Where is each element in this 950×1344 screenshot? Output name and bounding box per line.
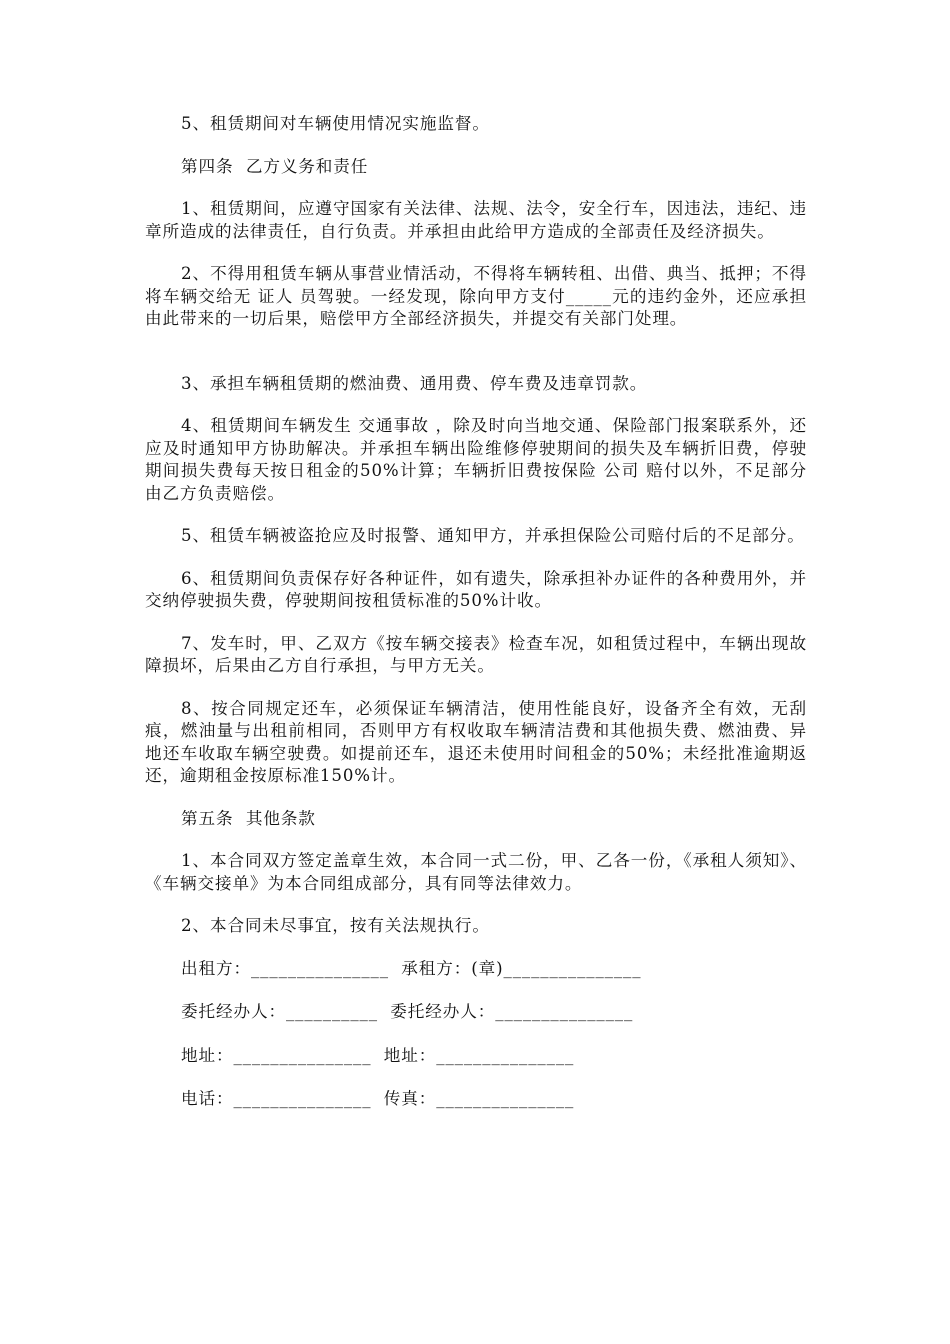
contract-page: [145, 113, 807, 1132]
clause-5-item-1: 1、本合同双方签定盖章生效，本合同一式二份，甲、乙各一份，《承租人须知》、《车辆交接单》为本合同组成部分，具有同等法律效力。: [145, 851, 807, 893]
clause-4-item-2: 2、不得用租赁车辆从事营业情活动，不得将车辆转租、出借、典当、抵押；不得将车辆交给无 证人 员驾驶。一经发现，除向甲方支付_____元的违约金外，还应承担由此带来的一切后果，赔偿甲方全部经济损失，并提交有关部门处理。: [145, 264, 807, 328]
article-5-heading: 第五条 其他条款: [181, 808, 316, 828]
clause-4-item-3: 3、承担车辆租赁期的燃油费、通用费、停车费及违章罚款。: [181, 373, 648, 393]
clause-3-item-5: 5、租赁期间对车辆使用情况实施监督。: [181, 114, 490, 133]
clause-4-item-7: 7、发车时，甲、乙双方《按车辆交接表》检查车况，如租赁过程中，车辆出现故障损坏，后果由乙方自行承担，与甲方无关。: [145, 633, 807, 675]
signature-phone-line: 电话：_______________ 传真：_______________: [181, 1089, 575, 1108]
signature-agent-line: 委托经办人：__________ 委托经办人：_______________: [181, 1002, 634, 1021]
clause-4-item-4: 4、租赁期间车辆发生 交通事故 ，除及时向当地交通、保险部门报案联系外，还应及时通知甲方协助解决。并承担车辆出险维修停驶期间的损失及车辆折旧费，停驶期间损失费每天按日租金的50%计算；车辆折旧费按保险 公司 赔付以外，不足部分由乙方负责赔偿。: [145, 416, 807, 503]
clause-4-item-8: 8、按合同规定还车，必须保证车辆清洁，使用性能良好，设备齐全有效，无刮痕，燃油量与出租前相同，否则甲方有权收取车辆清洁费和其他损失费、燃油费、异地还车收取车辆空驶费。如提前还车，退还未使用时间租金的50%；未经批准逾期返还，逾期租金按原标准150%计。: [145, 698, 807, 785]
clause-5-item-2: 2、本合同未尽事宜，按有关法规执行。: [181, 916, 490, 935]
clause-4-item-6: 6、租赁期间负责保存好各种证件，如有遗失，除承担补办证件的各种费用外，并交纳停驶损失费，停驶期间按租赁标准的50%计收。: [145, 568, 807, 610]
clause-4-item-5: 5、租赁车辆被盗抢应及时报警、通知甲方，并承担保险公司赔付后的不足部分。: [181, 526, 805, 545]
article-4-heading: 第四条 乙方义务和责任: [181, 156, 369, 176]
clause-4-item-1: 1、租赁期间，应遵守国家有关法律、法规、法令，安全行车，因违法，违纪、违章所造成的法律责任，自行负责。并承担由此给甲方造成的全部责任及经济损失。: [145, 199, 807, 241]
signature-address-line: 地址：_______________ 地址：_______________: [181, 1045, 575, 1065]
signature-lessor-line: 出租方：_______________ 承租方：(章)_______________: [181, 958, 642, 978]
